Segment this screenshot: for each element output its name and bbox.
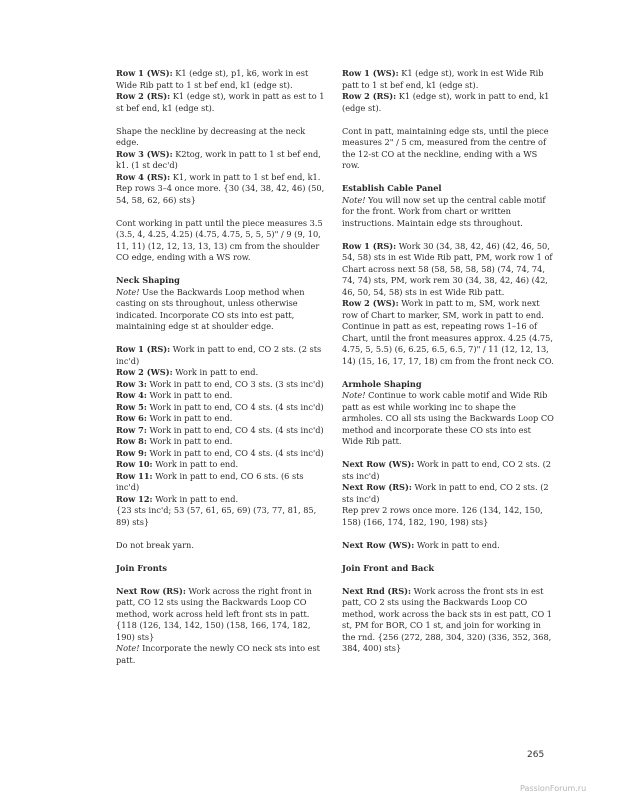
- join-front-back-block: [342, 586, 554, 655]
- row-text: Work in patt to end.: [172, 367, 259, 377]
- row-text: Work in patt to end, CO 2 sts. (2 sts inc'd): [342, 482, 549, 504]
- row-label: Next Row (RS):: [116, 585, 186, 596]
- row-label: Row 3:: [116, 378, 147, 389]
- note: [342, 195, 554, 230]
- neckline-decrease-block: [116, 126, 328, 207]
- row-label: Row 12:: [116, 493, 153, 504]
- instruction-row: [116, 91, 328, 114]
- join-front-back-heading-block: [342, 563, 554, 575]
- row-text: Work in patt to m, SM, work next row of Chart to marker, SM, work in patt to end. Continue in patt as est, repeating rows 1–16 of Chart, until the front measures approx. 4.25 (4.75, 4.75, 5, 5.5) (6, 6.25, 6.5, 6.5, 7)" / 11 (12, 12, 13, 14) (15, 16, 17, 17, 18) cm from the front neck CO.: [342, 298, 554, 366]
- note-label: Note!: [342, 194, 366, 205]
- neck-rows-block: [116, 344, 328, 528]
- instruction-row: [116, 390, 328, 402]
- row-label: Row 11:: [116, 470, 153, 481]
- row-label: Row 2 (RS):: [342, 91, 397, 101]
- section-heading: Join Front and Back: [342, 562, 434, 573]
- row-text: Work in patt to end.: [414, 539, 500, 550]
- row-label: Next Row (RS):: [342, 482, 412, 492]
- row-text: K1 (edge st), work in est Wide Rib patt to 1 st bef end, k1 (edge st).: [342, 68, 544, 90]
- cont-working-block: [116, 218, 328, 264]
- row-text: K1, work in patt to 1 st bef end, k1.: [170, 171, 321, 182]
- row-label: Row 2 (WS):: [342, 298, 399, 308]
- watermark: PassionForum.ru: [520, 784, 587, 793]
- row-label: Row 5:: [116, 401, 147, 412]
- paragraph: Cont working in patt until the piece measures 3.5 (3.5, 4, 4.25, 4.25) (4.75, 4.75, 5, 5, 5)" / 9 (9, 10, 11, 11) (12, 12, 13, 13, 13) cm from the shoulder CO edge, ending with a WS row.: [116, 217, 323, 262]
- row-label: Row 10:: [116, 459, 153, 469]
- paragraph: Shape the neckline by decreasing at the neck edge.: [116, 125, 306, 147]
- row-label: Row 4 (RS):: [116, 171, 171, 182]
- armhole-section: [342, 379, 554, 448]
- instruction-row: [342, 241, 554, 299]
- note-label: Note!: [116, 286, 140, 297]
- page-number: 265: [527, 750, 545, 760]
- instruction-row: [116, 379, 328, 391]
- row-label: Row 1 (RS):: [342, 240, 397, 251]
- paragraph: Rep prev 2 rows once more. 126 (134, 142, 150, 158) (166, 174, 182, 190, 198) sts}: [342, 505, 543, 527]
- instruction-row: [116, 344, 328, 367]
- row-label: Row 2 (RS):: [116, 91, 171, 101]
- note-text: Use the Backwards Loop method when casting on sts throughout, unless otherwise indicated. Incorporate CO sts into est patt, maintaining edge st at shoulder edge.: [116, 286, 305, 331]
- row-label: Row 1 (WS):: [116, 68, 173, 78]
- row-text: Work in patt to end, CO 4 sts. (4 sts inc'd): [146, 447, 324, 458]
- neck-shaping-section: [116, 275, 328, 333]
- instruction-row: [116, 425, 328, 437]
- row-label: Row 1 (WS):: [342, 68, 399, 78]
- do-not-break-block: [116, 540, 328, 552]
- row-text: Work in patt to end, CO 3 sts. (3 sts inc'd): [146, 378, 324, 389]
- armhole-final-block: [342, 540, 554, 552]
- section-heading: Neck Shaping: [116, 275, 180, 285]
- row-text: Work in patt to end, CO 4 sts. (4 sts inc'd): [146, 401, 324, 412]
- row-text: Work in patt to end.: [152, 493, 239, 504]
- note-text: You will now set up the central cable motif for the front. Work from chart or written instructions. Maintain edge sts throughout.: [342, 194, 546, 228]
- instruction-row: [342, 68, 554, 91]
- row-label: Row 1 (RS):: [116, 344, 171, 354]
- note-text: Continue to work cable motif and Wide Rib patt as est while working inc to shape the armholes. CO all sts using the Backwards Loop CO method and incorporate these CO sts into est Wide Rib patt.: [342, 390, 554, 446]
- row-text: Work in patt to end.: [152, 459, 239, 469]
- row-label: Row 9:: [116, 447, 147, 458]
- instruction-row: [342, 586, 554, 655]
- row-label: Next Row (WS):: [342, 459, 415, 469]
- instruction-row: [116, 367, 328, 379]
- row-text: K1 (edge st), work in patt as est to 1 st bef end, k1 (edge st).: [116, 91, 325, 113]
- front-rows-block: [342, 68, 554, 114]
- note-text: Incorporate the newly CO neck sts into est patt.: [116, 643, 320, 665]
- row-text: Work across the right front in patt, CO 12 sts using the Backwards Loop CO method, work across held left front sts in patt. {118 (126, 134, 142, 150) (158, 166, 174, 182, 190) sts}: [116, 585, 312, 642]
- row-text: Work in patt to end.: [146, 436, 233, 446]
- note-label: Note!: [116, 643, 140, 653]
- right-column: [342, 68, 554, 666]
- cable-panel-section: [342, 183, 554, 229]
- instruction-row: [342, 91, 554, 114]
- shoulder-rows-block: [116, 68, 328, 114]
- row-label: Row 2 (WS):: [116, 367, 173, 377]
- instruction-row: [116, 494, 328, 506]
- note-label: Note!: [342, 390, 366, 400]
- section-heading: Establish Cable Panel: [342, 183, 442, 193]
- left-column: [116, 68, 328, 678]
- paragraph: Cont in patt, maintaining edge sts, until the piece measures 2" / 5 cm, measured from the centre of the 12-st CO at the neckline, ending with a WS row.: [342, 125, 549, 170]
- row-text: Work in patt to end, CO 6 sts. (6 sts inc'd): [116, 470, 304, 492]
- instruction-row: [116, 149, 328, 172]
- instruction-row: [116, 436, 328, 448]
- row-label: Row 4:: [116, 390, 147, 400]
- instruction-row: [342, 459, 554, 482]
- row-text: Work in patt to end, CO 2 sts. (2 sts inc'd): [342, 459, 551, 481]
- instruction-row: [342, 298, 554, 367]
- paragraph: {23 sts inc'd; 53 (57, 61, 65, 69) (73, 77, 81, 85, 89) sts}: [116, 505, 317, 527]
- instruction-row: [116, 402, 328, 414]
- row-text: Work across the front sts in est patt, CO 2 sts using the Backwards Loop CO method, work across the back sts in est patt, CO 1 st, PM for BOR, CO 1 st, and join for working in the rnd. {256 (272, 288, 304, 320) (336, 352, 368, 384, 400) sts}: [342, 585, 552, 653]
- note: [116, 287, 328, 333]
- note: [116, 643, 328, 666]
- instruction-row: [116, 459, 328, 471]
- row-label: Row 7:: [116, 424, 147, 435]
- row-text: Work in patt to end, CO 4 sts. (4 sts inc'd): [146, 424, 324, 435]
- section-heading: Armhole Shaping: [342, 378, 422, 389]
- row-text: K2tog, work in patt to 1 st bef end, k1. (1 st dec'd): [116, 148, 321, 170]
- instruction-row: [116, 68, 328, 91]
- section-heading: Join Fronts: [116, 562, 168, 573]
- row-label: Row 8:: [116, 436, 147, 446]
- row-text: Work in patt to end.: [146, 413, 233, 423]
- instruction-row: [116, 471, 328, 494]
- instruction-row: [116, 448, 328, 460]
- row-text: Work in patt to end, CO 2 sts. (2 sts inc'd): [116, 344, 322, 366]
- row-label: Row 6:: [116, 413, 147, 423]
- row-label: Row 3 (WS):: [116, 148, 173, 159]
- row-label: Next Rnd (RS):: [342, 585, 412, 596]
- join-fronts-heading-block: [116, 563, 328, 575]
- armhole-rows-block: [342, 459, 554, 528]
- paragraph: Do not break yarn.: [116, 539, 194, 550]
- row-text: K1 (edge st), p1, k6, work in est Wide Rib patt to 1 st bef end, k1 (edge st).: [116, 68, 309, 90]
- instruction-row: [116, 172, 328, 184]
- row-text: K1 (edge st), work in patt to end, k1 (edge st).: [342, 91, 550, 113]
- row-text: Work 30 (34, 38, 42, 46) (42, 46, 50, 54, 58) sts in est Wide Rib patt, PM, work row 1 of Chart across next 58 (58, 58, 58, 58) (74, 74, 74, 74, 74) sts, PM, work rem 30 (34, 38, 42, 46) (42, 46, 50, 54, 58) sts in est Wide Rib patt.: [342, 240, 553, 297]
- row-label: Next Row (WS):: [342, 539, 415, 550]
- join-fronts-block: [116, 586, 328, 667]
- instruction-row: [116, 586, 328, 644]
- instruction-row: [116, 413, 328, 425]
- note: [342, 390, 554, 448]
- paragraph: Rep rows 3–4 once more. {30 (34, 38, 42, 46) (50, 54, 58, 62, 66) sts}: [116, 183, 325, 205]
- instruction-row: [342, 540, 554, 552]
- instruction-row: [342, 482, 554, 505]
- row-text: Work in patt to end.: [146, 390, 233, 400]
- cable-rows-block: [342, 241, 554, 368]
- cont-patt-block: [342, 126, 554, 172]
